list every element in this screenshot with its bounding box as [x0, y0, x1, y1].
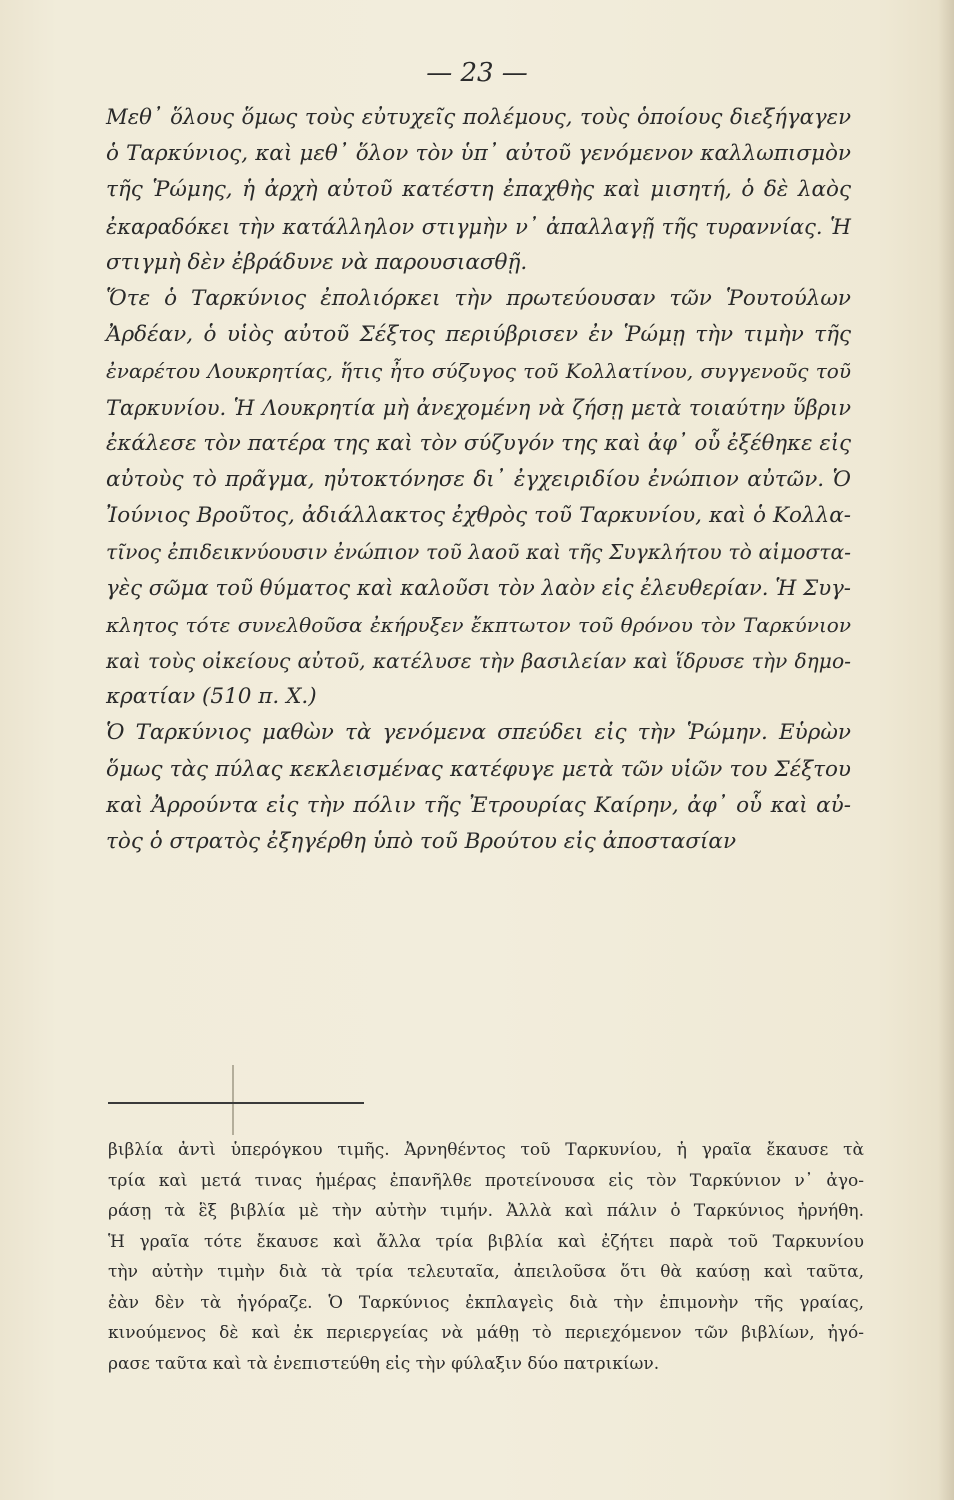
footnote-block: [108, 1135, 864, 1379]
text-line: ὁ Ταρκύνιος, καὶ μεθ᾽ ὅλον τὸν ὑπ᾽ αὐτοῦ γενόμενον καλλωπισμὸν: [106, 141, 851, 167]
text-line: τὸς ὁ στρατὸς ἐξηγέρθη ὑπὸ τοῦ Βρούτου εἰς ἀποστασίαν: [106, 829, 737, 855]
text-line: Μεθ᾽ ὅλους ὅμως τοὺς εὐτυχεῖς πολέμους, τοὺς ὁποίους διεξήγαγεν: [106, 105, 851, 130]
text-line: τῆς Ῥώμης, ἡ ἀρχὴ αὐτοῦ κατέστη ἐπαχθὴς καὶ μισητή, ὁ δὲ λαὸς: [106, 177, 851, 203]
footnote-line: ρασε ταῦτα καὶ τὰ ἐνεπιστεύθη εἰς τὴν φύλαξιν δύο πατρικίων.: [108, 1353, 660, 1374]
page-number: — 23 —: [426, 58, 528, 88]
footnote-line: βιβλία ἀντὶ ὑπερόγκου τιμῆς. Ἀρνηθέντος τοῦ Ταρκυνίου, ἡ γραῖα ἔκαυσε τὰ: [108, 1140, 864, 1160]
main-text-block: [106, 100, 851, 860]
text-line: ἐκάλεσε τὸν πατέρα της καὶ τὸν σύζυγόν της καὶ ἀφ᾽ οὗ ἐξέθηκε εἰς: [106, 430, 851, 456]
footnote-line: τρία καὶ μετά τινας ἡμέρας ἐπανῆλθε προτείνουσα εἰς τὸν Ταρκύνιον ν᾽ ἀγο-: [108, 1170, 864, 1191]
text-line: Ταρκυνίου. Ἡ Λουκρητία μὴ ἀνεχομένη νὰ ζήσῃ μετὰ τοιαύτην ὕβριν: [106, 395, 851, 420]
text-line: ἐκαραδόκει τὴν κατάλληλον στιγμὴν ν᾽ ἀπαλλαγῇ τῆς τυραννίας. Ἡ: [106, 214, 851, 239]
footnote-line: κινούμενος δὲ καὶ ἐκ περιεργείας νὰ μάθῃ τὸ περιεχόμενον τῶν βιβλίων, ἠγό-: [108, 1323, 864, 1343]
text-line: ὅμως τὰς πύλας κεκλεισμένας κατέφυγε μετὰ τῶν υἱῶν του Σέξτου: [106, 756, 851, 782]
text-line: Ἰούνιος Βροῦτος, ἀδιάλλακτος ἐχθρὸς τοῦ Ταρκυνίου, καὶ ὁ Κολλα-: [106, 503, 851, 529]
text-line: ἐναρέτου Λουκρητίας, ἥτις ἦτο σύζυγος τοῦ Κολλατίνου, συγγενοῦς τοῦ: [106, 359, 851, 384]
footnote-line: Ἡ γραῖα τότε ἔκαυσε καὶ ἄλλα τρία βιβλία καὶ ἐζήτει παρὰ τοῦ Ταρκυνίου: [108, 1231, 864, 1252]
footnote-line: ράσῃ τὰ ἓξ βιβλία μὲ τὴν αὐτὴν τιμήν. Ἀλλὰ καὶ πάλιν ὁ Ταρκύνιος ἠρνήθη.: [108, 1201, 864, 1221]
text-line: Ὅτε ὁ Ταρκύνιος ἐπολιόρκει τὴν πρωτεύουσαν τῶν Ῥουτούλων: [106, 286, 851, 312]
page-edge-shadow: [938, 0, 954, 1500]
pencil-mark: [232, 1065, 234, 1135]
text-line: γὲς σῶμα τοῦ θύματος καὶ καλοῦσι τὸν λαὸν εἰς ἐλευθερίαν. Ἡ Συγ-: [106, 575, 851, 601]
text-line: τῖνος ἐπιδεικνύουσιν ἐνώπιον τοῦ λαοῦ καὶ τῆς Συγκλήτου τὸ αἱμοστα-: [106, 540, 851, 565]
footnote-line: τὴν αὐτὴν τιμὴν διὰ τὰ τρία τελευταῖα, ἀπειλοῦσα ὅτι θὰ καύσῃ καὶ ταῦτα,: [108, 1262, 864, 1282]
footnote-divider: [108, 1102, 364, 1104]
footnote-line: ἐὰν δὲν τὰ ἠγόραζε. Ὁ Ταρκύνιος ἐκπλαγεὶς διὰ τὴν ἐπιμονὴν τῆς γραίας,: [108, 1292, 864, 1313]
text-line: Ἀρδέαν, ὁ υἱὸς αὐτοῦ Σέξτος περιύβρισεν ἐν Ῥώμῃ τὴν τιμὴν τῆς: [106, 322, 851, 348]
text-line: καὶ Ἀρρούντα εἰς τὴν πόλιν τῆς Ἐτρουρίας Καίρην, ἀφ᾽ οὗ καὶ αὐ-: [106, 792, 851, 818]
text-line: Ὁ Ταρκύνιος μαθὼν τὰ γενόμενα σπεύδει εἰς τὴν Ῥώμην. Εὑρὼν: [106, 720, 851, 746]
text-line: στιγμὴ δὲν ἐβράδυνε νὰ παρουσιασθῇ.: [106, 249, 528, 275]
text-line: κρατίαν (510 π. Χ.): [106, 684, 317, 710]
text-line: κλητος τότε συνελθοῦσα ἐκήρυξεν ἔκπτωτον τοῦ θρόνου τὸν Ταρκύνιον: [106, 612, 851, 637]
text-line: αὐτοὺς τὸ πρᾶγμα, ηὐτοκτόνησε δι᾽ ἐγχειριδίου ἐνώπιον αὐτῶν. Ὁ: [106, 467, 851, 493]
text-line: καὶ τοὺς οἰκείους αὐτοῦ, κατέλυσε τὴν βασιλείαν καὶ ἵδρυσε τὴν δημο-: [106, 649, 851, 674]
